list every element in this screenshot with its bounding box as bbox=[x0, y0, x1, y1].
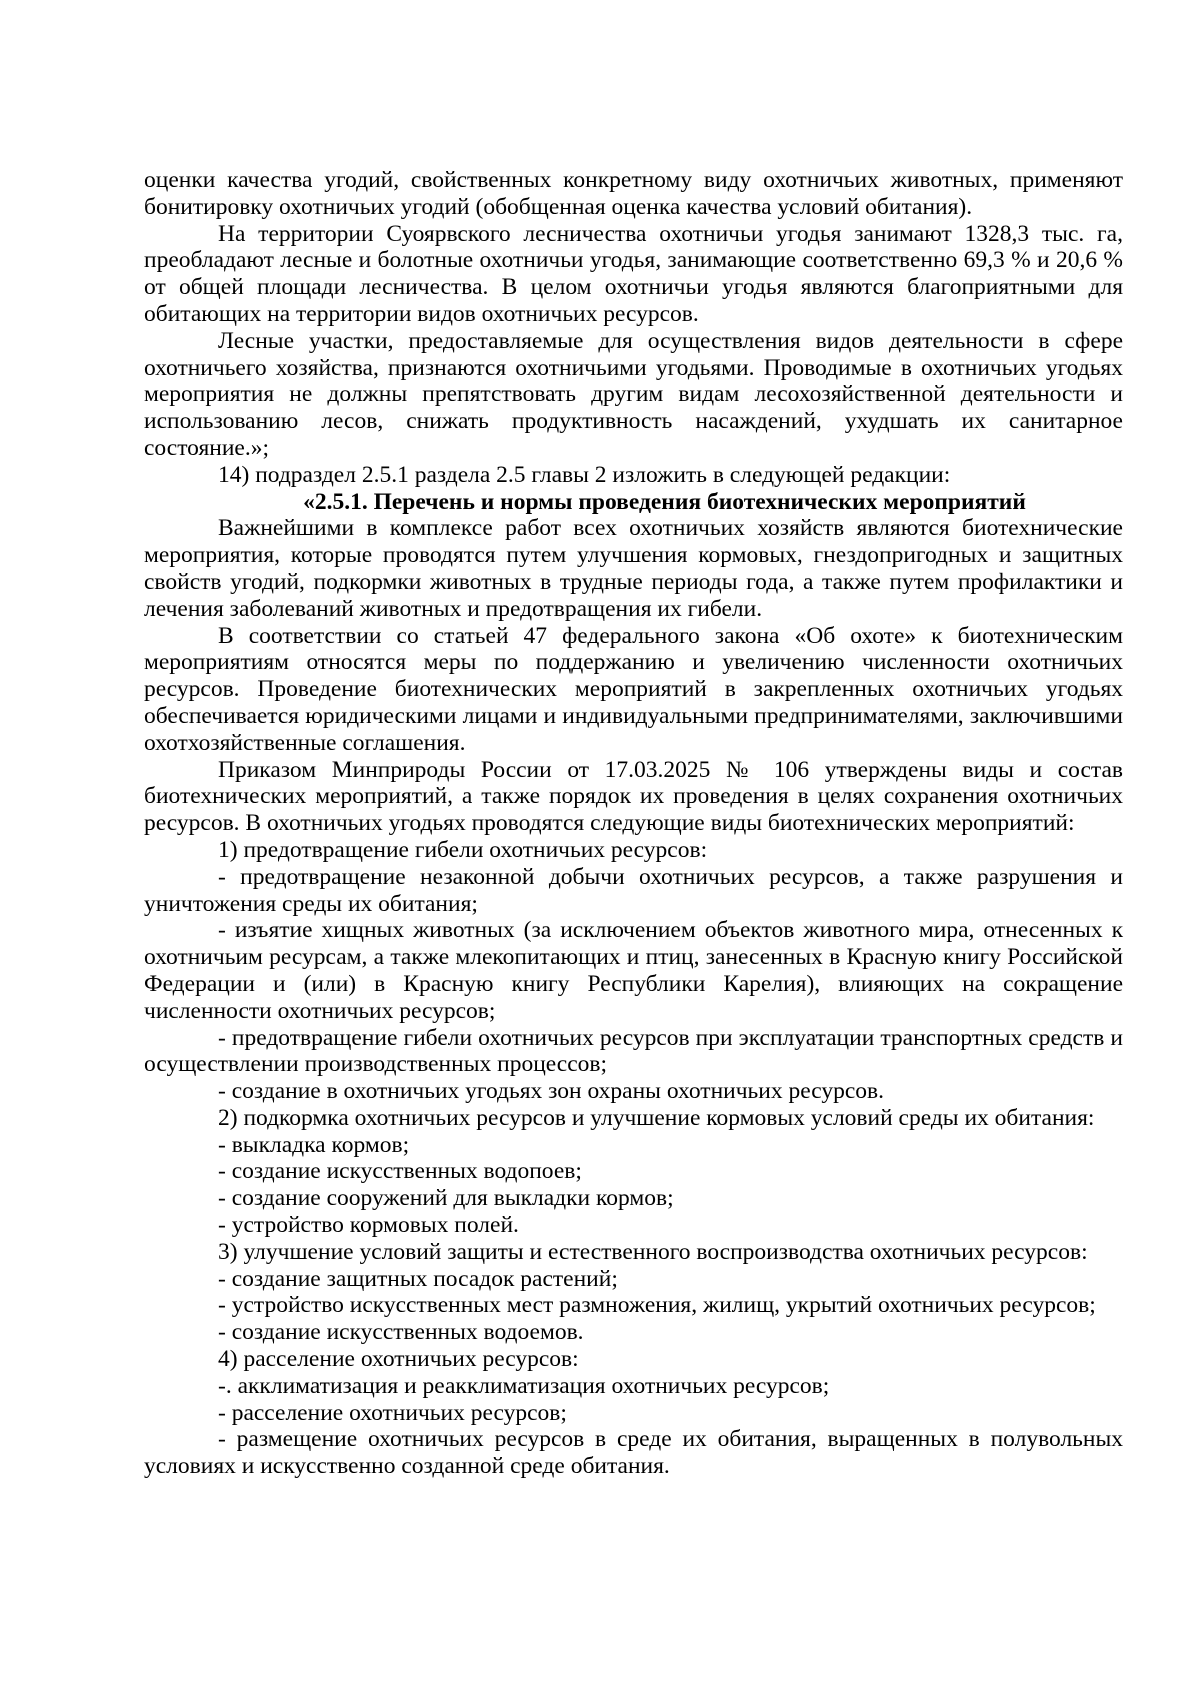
paragraph-intro-continuation: оценки качества угодий, свойственных конкретному виду охотничьих животных, применяют бонитировку охотничьих угодий (обобщенная оценка качества условий обитания). bbox=[144, 167, 1123, 220]
list-subitem: - выкладка кормов; bbox=[218, 1131, 410, 1158]
list-subitem: - размещение охотничьих ресурсов в среде их обитания, выращенных в полувольных условиях и искусственно созданной среде обитания. bbox=[144, 1426, 1123, 1480]
document-page bbox=[144, 167, 1123, 1480]
list-subitem: - устройство искусственных мест размножения, жилищ, укрытий охотничьих ресурсов; bbox=[218, 1292, 1096, 1319]
list-item-4: 4) расселение охотничьих ресурсов: bbox=[218, 1346, 579, 1373]
list-subitem: - создание искусственных водоемов. bbox=[218, 1319, 584, 1346]
list-subitem: - устройство кормовых полей. bbox=[218, 1212, 519, 1239]
section-heading: «2.5.1. Перечень и нормы проведения биотехнических мероприятий bbox=[303, 488, 1026, 515]
paragraph-forest-plots: Лесные участки, предоставляемые для осуществления видов деятельности в сфере охотничьего хозяйства, признаются охотничьими угодьями. Проводимые в охотничьих угодьях мероприятия не должны препятствовать другим видам лесохозяйственной деятельности и использованию лесов, снижать продуктивность насаждений, ухудшать их санитарное состояние.»; bbox=[144, 327, 1123, 461]
list-subitem: - создание искусственных водопоев; bbox=[218, 1158, 582, 1185]
list-subitem: - создание защитных посадок растений; bbox=[218, 1265, 618, 1292]
paragraph-biotech-importance: Важнейшими в комплексе работ всех охотничьих хозяйств являются биотехнические мероприятия, которые проводятся путем улучшения кормовых, гнездопригодных и защитных свойств угодий, подкормки животных в трудные периоды года, а также путем профилактики и лечения заболеваний животных и предотвращения их гибели. bbox=[144, 515, 1123, 622]
list-item-2: 2) подкормка охотничьих ресурсов и улучшение кормовых условий среды их обитания: bbox=[218, 1104, 1095, 1131]
paragraph-order-106: Приказом Минприроды России от 17.03.2025 № 106 утверждены виды и состав биотехнических мероприятий, а также порядок их проведения в целях сохранения охотничьих ресурсов. В охотничьих угодьях проводятся следующие виды биотехнических мероприятий: bbox=[144, 756, 1123, 837]
paragraph-amendment-14: 14) подраздел 2.5.1 раздела 2.5 главы 2 изложить в следующей редакции: bbox=[218, 461, 951, 488]
list-subitem: - предотвращение незаконной добычи охотничьих ресурсов, а также разрушения и уничтожения среды их обитания; bbox=[144, 863, 1123, 917]
list-subitem: -. акклиматизация и реакклиматизация охотничьих ресурсов; bbox=[218, 1372, 830, 1399]
list-subitem: - создание сооружений для выкладки кормов; bbox=[218, 1185, 674, 1212]
paragraph-article-47: В соответствии со статьей 47 федерального закона «Об охоте» к биотехническим мероприятиям относятся меры по поддержанию и увеличению численности охотничьих ресурсов. Проведение биотехнических мероприятий в закрепленных охотничьих угодьях обеспечивается юридическими лицами и индивидуальными предпринимателями, заключившими охотхозяйственные соглашения. bbox=[144, 622, 1123, 756]
list-item-3: 3) улучшение условий защиты и естественного воспроизводства охотничьих ресурсов: bbox=[218, 1238, 1088, 1265]
list-subitem: - предотвращение гибели охотничьих ресурсов при эксплуатации транспортных средств и осуществлении производственных процессов; bbox=[144, 1024, 1123, 1078]
list-subitem: - изъятие хищных животных (за исключением объектов животного мира, отнесенных к охотничьим ресурсам, а также млекопитающих и птиц, занесенных в Красную книгу Российской Федерации и (или) в Красную книгу Республики Карелия), влияющих на сокращение численности охотничьих ресурсов; bbox=[144, 917, 1123, 1024]
list-subitem: - расселение охотничьих ресурсов; bbox=[218, 1399, 567, 1426]
list-subitem: - создание в охотничьих угодьях зон охраны охотничьих ресурсов. bbox=[218, 1078, 884, 1105]
paragraph-territory: На территории Суоярвского лесничества охотничьи угодья занимают 1328,3 тыс. га, преобладают лесные и болотные охотничьи угодья, занимающие соответственно 69,3 % и 20,6 % от общей площади лесничества. В целом охотничьи угодья являются благоприятными для обитающих на территории видов охотничьих ресурсов. bbox=[144, 220, 1123, 327]
list-item-1: 1) предотвращение гибели охотничьих ресурсов: bbox=[218, 836, 708, 863]
